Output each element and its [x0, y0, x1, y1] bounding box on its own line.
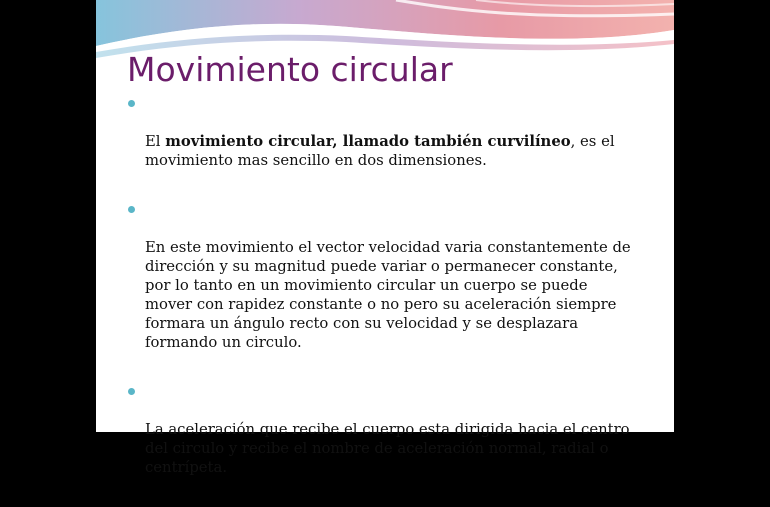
bullet-text: [145, 133, 615, 169]
bullet-text-prefix: En este movimiento el vector velocidad varia constantemente de dirección y su magnitud puede variar o permanecer constante, por lo tanto en un movimiento circular un cuerpo se puede mover con rapidez constante o no pero su aceleración siempre formara un ángulo recto con su velocidad y se desplazara formando un circulo.: [145, 239, 631, 351]
slide-title: Movimiento circular: [127, 50, 453, 89]
bullet-item: [126, 382, 634, 477]
bullet-dot-icon: [128, 388, 135, 395]
bullet-list: [126, 94, 634, 507]
bullet-text: [145, 239, 631, 351]
slide: [96, 0, 674, 476]
bullet-dot-icon: [128, 100, 135, 107]
bullet-dot-icon: [128, 206, 135, 213]
bullet-text-suffix: , es el movimiento mas sencillo en dos dimensiones.: [145, 133, 615, 169]
bullet-item: [126, 200, 634, 352]
bullet-item: [126, 94, 634, 170]
bullet-text-prefix: El: [145, 133, 166, 150]
bullet-text-bold: movimiento circular, llamado también curvilíneo: [165, 133, 571, 150]
bullet-text-prefix: La aceleración que recibe el cuerpo esta dirigida hacia el centro del circulo y recibe el nombre de aceleración normal, radial o centrípeta.: [145, 421, 630, 476]
bullet-text: [145, 421, 630, 476]
